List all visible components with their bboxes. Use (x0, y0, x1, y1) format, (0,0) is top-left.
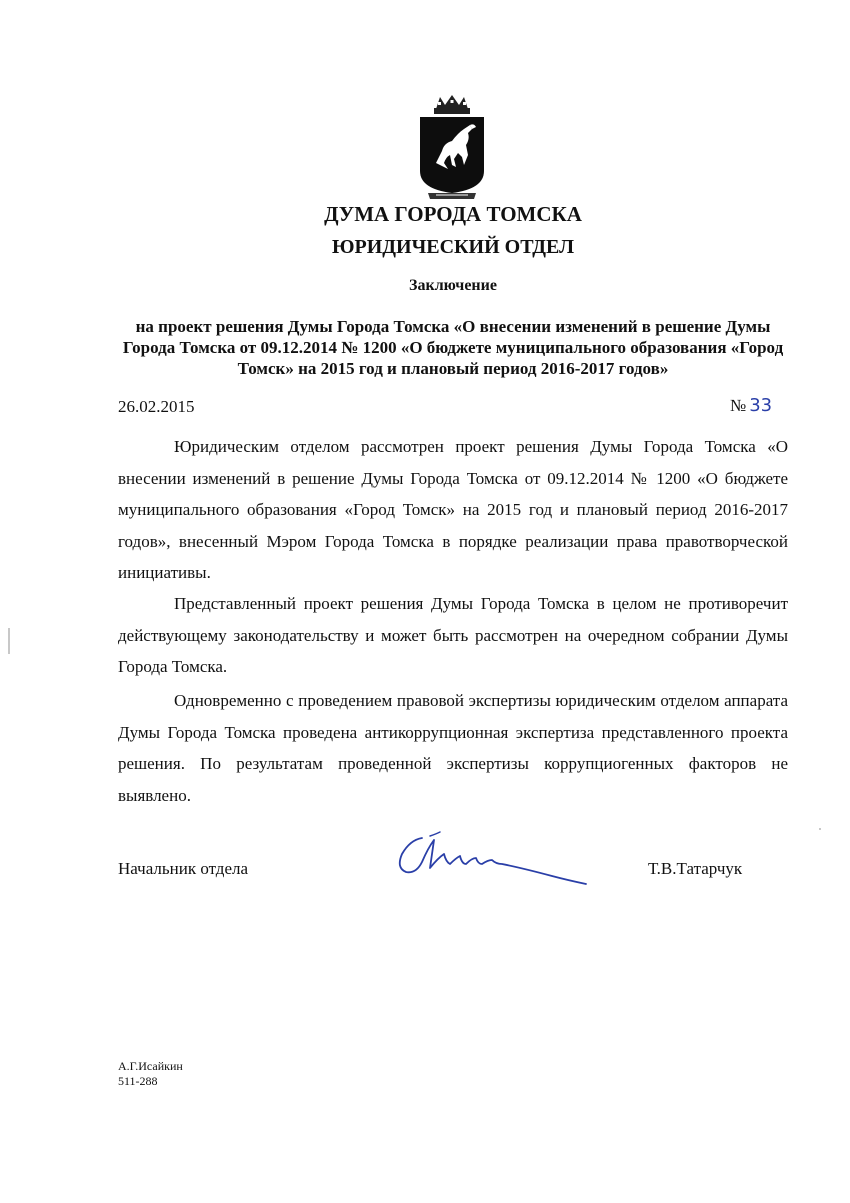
signer-position: Начальник отдела (118, 859, 249, 878)
tomsk-coat-of-arms-icon (414, 93, 490, 201)
body-paragraph: Юридическим отделом рассмотрен проект решения Думы Города Томска «О внесении изменений в решение Думы Города Томска от 09.12.2014 № 1200 «О бюджете муниципального образования «Город Томск» на 2015 год и плановый период 2016-2017 годов», внесенный Мэром Города Томска в порядке реализации права правотворческой инициативы. (118, 437, 788, 582)
number-prefix: № (730, 396, 747, 415)
body-paragraph: Одновременно с проведением правовой экспертизы юридическим отделом аппарата Думы Города Томска проведена антикоррупционная экспертиза представленного проекта решения. По результатам проведенной экспертизы коррупциогенных факторов не выявлено. (118, 691, 788, 805)
organization-title: ДУМА ГОРОДА ТОМСКА (324, 202, 582, 226)
document-subject: на проект решения Думы Города Томска «О внесении изменений в решение Думы Города Томска от 09.12.2014 № 1200 «О бюджете муниципального образования «Город Томск» на 2015 год и плановый период 2016-2017 годов» (122, 317, 784, 378)
handwritten-signature-icon (392, 828, 592, 890)
department-title: ЮРИДИЧЕСКИЙ ОТДЕЛ (331, 236, 575, 258)
signer-name: Т.В.Татарчук (648, 859, 743, 878)
number-handwritten: 33 (749, 395, 773, 416)
body-paragraph: Представленный проект решения Думы Города Томска в целом не противоречит действующему законодательству и может быть рассмотрен на очередном собрании Думы Города Томска. (118, 594, 788, 676)
executor-name: А.Г.Исайкин (118, 1059, 183, 1073)
document-date: 26.02.2015 (118, 397, 195, 416)
executor-info (118, 1059, 183, 1089)
executor-phone: 511-288 (118, 1074, 158, 1088)
scan-artifact (8, 628, 10, 654)
document-number (730, 395, 772, 416)
document-type: Заключение (409, 277, 497, 294)
scan-artifact (819, 828, 821, 830)
